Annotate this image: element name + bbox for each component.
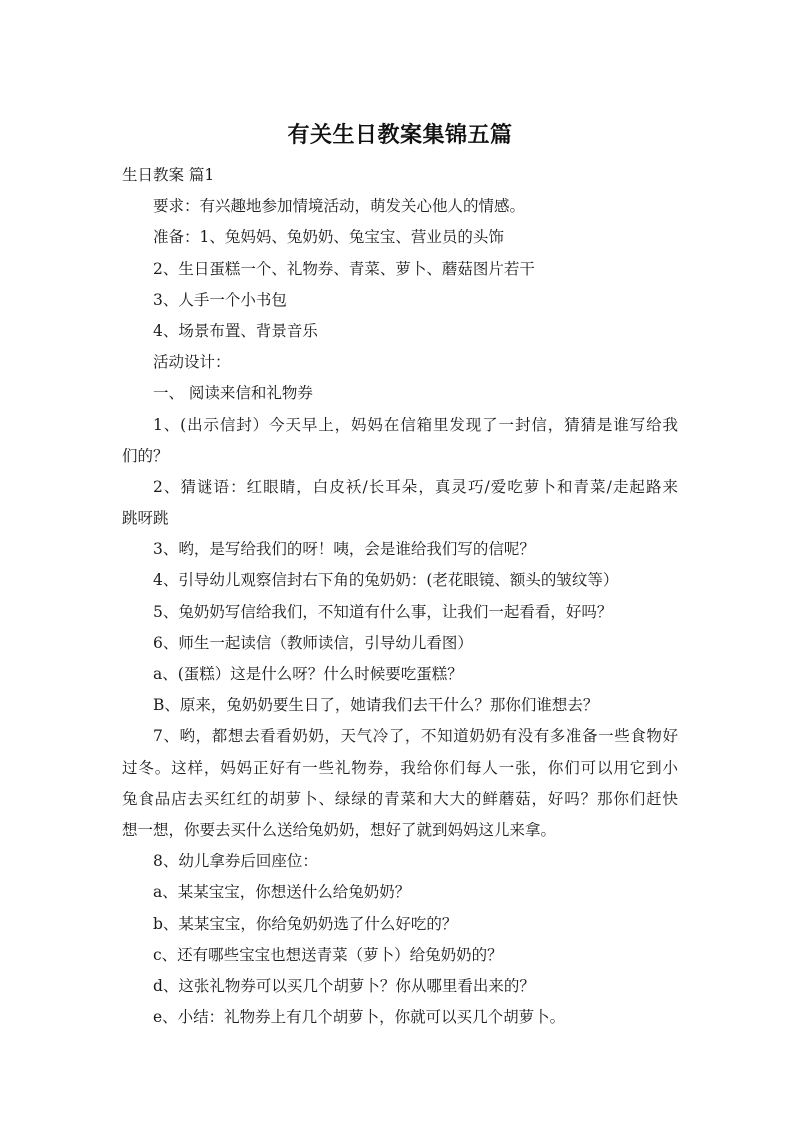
paragraph-line: a、某某宝宝，你想送什么给兔奶奶？: [153, 883, 411, 902]
paragraph-line: 7、哟，都想去看看奶奶，天气冷了，不知道奶奶有没有多准备一些食物好: [153, 727, 678, 746]
paragraph-line: 2、生日蛋糕一个、礼物券、青菜、萝卜、蘑菇图片若干: [153, 259, 535, 278]
paragraph-line: 想一想，你要去买什么送给兔奶奶，想好了就到妈妈这儿来拿。: [122, 820, 557, 839]
paragraph-line: 生日教案 篇1: [122, 166, 215, 184]
paragraph-line: 们的？: [122, 446, 169, 465]
paragraph-line: e、小结：礼物券上有几个胡萝卜，你就可以买几个胡萝卜。: [153, 1008, 566, 1027]
paragraph-line: B、原来，兔奶奶要生日了，她请我们去干什么？那你们谁想去？: [153, 696, 599, 715]
paragraph-line: b、某某宝宝，你给兔奶奶选了什么好吃的？: [153, 914, 458, 933]
paragraph-line: d、这张礼物券可以买几个胡萝卜？你从哪里看出来的？: [153, 976, 535, 995]
paragraph-line: 4、场景布置、背景音乐: [153, 321, 318, 340]
paragraph-line: 1、(出示信封）今天早上，妈妈在信箱里发现了一封信，猜猜是谁写给我: [153, 415, 678, 434]
paragraph-line: c、还有哪些宝宝也想送青菜（萝卜）给兔奶奶的？: [153, 945, 503, 964]
paragraph-line: 3、人手一个小书包: [153, 290, 287, 309]
paragraph-line: a、(蛋糕）这是什么呀？什么时候要吃蛋糕？: [153, 665, 463, 683]
paragraph-line: 要求：有兴趣地参加情境活动，萌发关心他人的情感。: [153, 197, 526, 216]
paragraph-line: 兔食品店去买红红的胡萝卜、绿绿的青菜和大大的鲜蘑菇，好吗？那你们赶快: [122, 789, 678, 808]
paragraph-line: 一、 阅读来信和礼物券: [153, 384, 313, 403]
paragraph-line: 2、猜谜语：红眼睛，白皮袄/长耳朵，真灵巧/爱吃萝卜和青菜/走起路来: [153, 477, 678, 496]
paragraph-line: 6、师生一起读信（教师读信，引导幼儿看图）: [153, 633, 473, 652]
paragraph-line: 5、兔奶奶写信给我们，不知道有什么事，让我们一起看看，好吗？: [153, 602, 613, 621]
paragraph-line: 准备：1、兔妈妈、兔奶奶、兔宝宝、营业员的头饰: [153, 228, 504, 247]
paragraph-line: 活动设计：: [153, 353, 231, 372]
document-title: 有关生日教案集锦五篇: [287, 123, 513, 148]
paragraph-line: 8、幼儿拿券后回座位：: [153, 852, 318, 871]
paragraph-line: 过冬。这样，妈妈正好有一些礼物券，我给你们每人一张，你们可以用它到小: [122, 758, 678, 777]
paragraph-line: 4、引导幼儿观察信封右下角的兔奶奶：(老花眼镜、额头的皱纹等）: [153, 571, 619, 590]
paragraph-line: 跳呀跳: [122, 509, 169, 528]
document-body: [122, 160, 678, 1033]
paragraph-line: 3、哟，是写给我们的呀！咦，会是谁给我们写的信呢？: [153, 540, 535, 559]
